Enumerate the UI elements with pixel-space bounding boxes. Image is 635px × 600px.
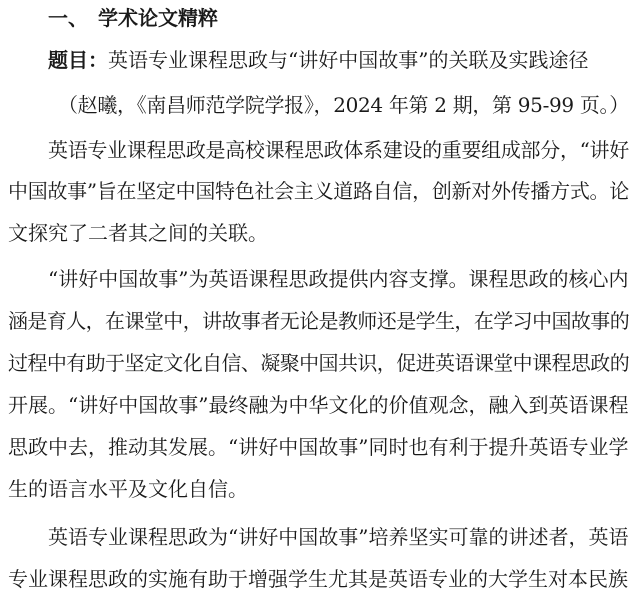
paragraph-line: 专业课程思政的实施有助于增强学生尤其是英语专业的大学生对本民族 xyxy=(8,567,628,591)
paragraph-line: 思政中去，推动其发展。“讲好中国故事”同时也有利于提升英语专业学 xyxy=(8,435,629,459)
article-title-line xyxy=(0,47,635,73)
article-citation: （赵曦，《南昌师范学院学报》，2024 年第 2 期，第 95-99 页。） xyxy=(58,93,629,117)
paragraph-line: 生的语言水平及文化自信。 xyxy=(8,477,248,501)
paragraph-line: 涵是育人，在课堂中，讲故事者无论是教师还是学生，在学习中国故事的 xyxy=(8,309,630,333)
paragraph-line: 中国故事”旨在坚定中国特色社会主义道路自信，创新对外传播方式。论 xyxy=(8,179,629,203)
section-heading xyxy=(0,5,635,31)
paragraph-line: 英语专业课程思政为“讲好中国故事”培养坚实可靠的讲述者，英语 xyxy=(48,525,629,549)
section-number: 一、 xyxy=(48,6,88,30)
paragraph-line: 过程中有助于坚定文化自信、凝聚中国共识，促进英语课堂中课程思政的 xyxy=(8,351,630,375)
article-title-label: 题目： xyxy=(48,48,108,72)
paragraph-line: “讲好中国故事”为英语课程思政提供内容支撑。课程思政的核心内 xyxy=(48,267,629,291)
article-title: 英语专业课程思政与“讲好中国故事”的关联及实践途径 xyxy=(108,48,589,72)
paragraph-line: 开展。“讲好中国故事”最终融为中华文化的价值观念，融入到英语课程 xyxy=(8,393,629,417)
paragraph-line: 英语专业课程思政是高校课程思政体系建设的重要组成部分，“讲好 xyxy=(48,138,629,162)
section-title: 学术论文精粹 xyxy=(98,6,218,30)
paragraph-line: 文探究了二者其之间的关联。 xyxy=(8,221,268,245)
